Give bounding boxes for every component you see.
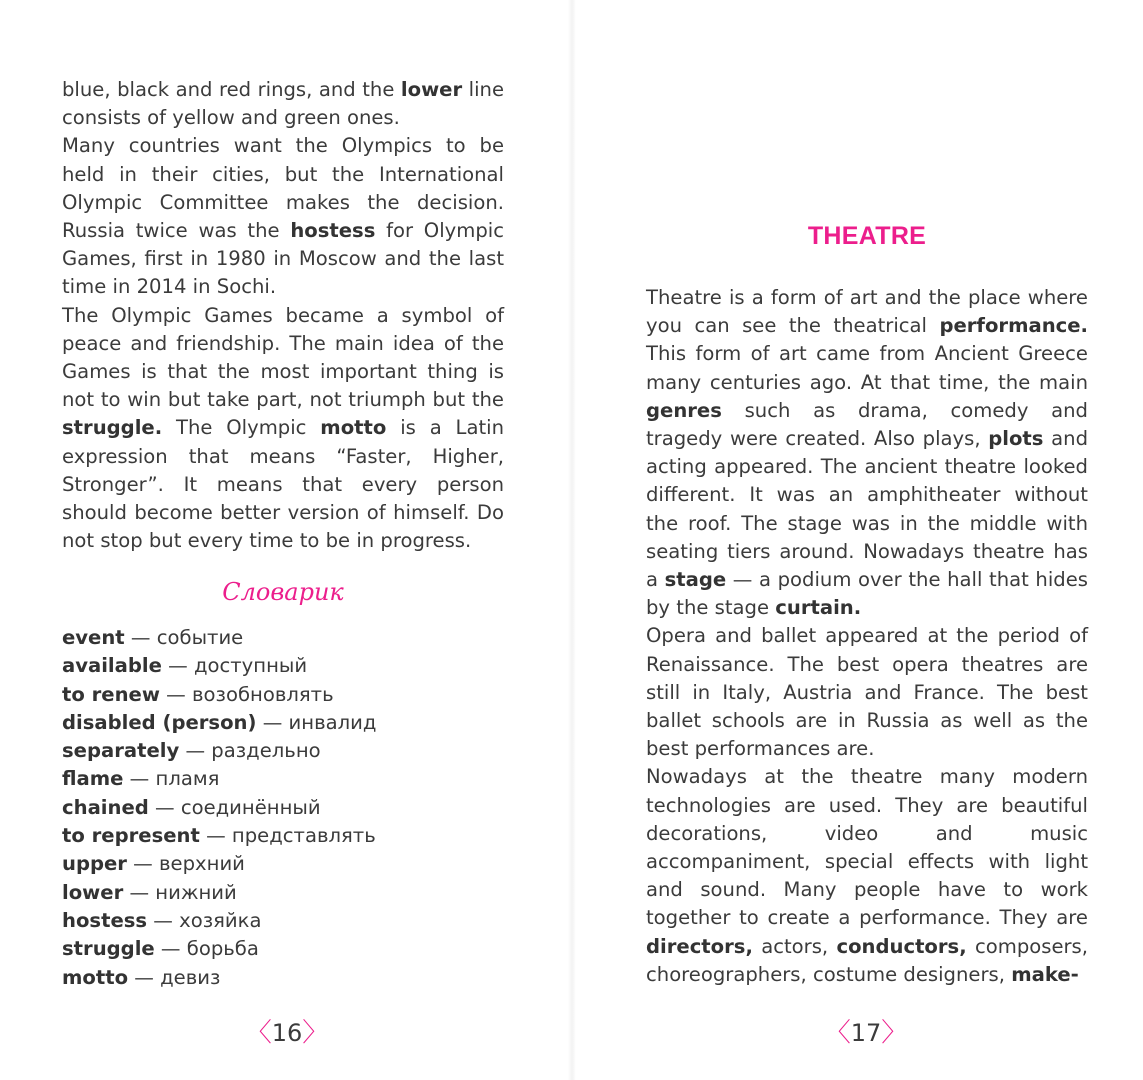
text-run: Nowadays at the theatre many modern technologies are used. They are beautiful decorations, video and music accompaniment, special effects with light and sound. Many people have to work together to create a performance. They are: [646, 765, 1088, 930]
vocabulary-translation: — инвалид: [256, 710, 377, 734]
bold-term: stage: [664, 568, 727, 592]
vocabulary-item: [62, 822, 504, 850]
vocabulary-translation: — событие: [124, 626, 244, 649]
section-title: THEATRE: [807, 222, 927, 250]
vocabulary-term: to renew: [62, 682, 160, 706]
text-run: The Olympic Games became a symbol of peace and friendship. The main idea of the Games is that the most important thing is not to win but take part, not triumph but the: [62, 303, 504, 412]
vocabulary-item: [62, 624, 504, 652]
vocabulary-translation: — хозяйка: [147, 908, 262, 932]
left_page-paragraph: [62, 132, 504, 301]
text-run: The Olympic: [162, 416, 321, 440]
text-run: line consists of yellow and green ones.: [62, 78, 505, 130]
page-number-open-bracket: 〈: [245, 1018, 272, 1048]
page-number-close-bracket: 〉: [302, 1018, 329, 1048]
right_page-paragraph: [646, 763, 1088, 989]
vocabulary-item: [62, 737, 504, 765]
text-run: composers, choreographers, costume designers,: [646, 934, 1088, 986]
vocabulary-translation: — доступный: [161, 654, 308, 678]
text-run: is a Latin expression that means “Faster, Higher, Stronger”. It means that every person should become better version of himself. Do not stop but every time to be in progress.: [62, 416, 504, 553]
text-run: actors,: [752, 934, 837, 958]
vocabulary-term: upper: [62, 852, 127, 876]
bold-term: motto: [320, 416, 387, 440]
vocabulary-translation: — борьба: [154, 937, 259, 961]
vocabulary-item: [62, 765, 504, 793]
text-run: for Olympic Games, first in 1980 in Moscow and the last time in 2014 in Sochi.: [62, 219, 504, 299]
vocabulary-term: chained: [62, 795, 149, 819]
vocabulary-title: Словарик: [222, 578, 344, 606]
vocabulary-term: flame: [62, 767, 124, 791]
text-run: Opera and ballet appeared at the period of Renaissance. The best opera theatres are still in Italy, Austria and France. The best ballet schools are in Russia as well as the best performances are.: [646, 624, 1088, 761]
left-page: [62, 0, 504, 1080]
left_page-paragraph: [62, 302, 504, 556]
vocabulary-list: [62, 624, 504, 992]
bold-term: conductors,: [836, 934, 967, 958]
bold-term: make-: [1011, 962, 1079, 986]
bold-term: struggle.: [62, 416, 163, 440]
text-run: such as drama, comedy and tragedy were created. Also plays,: [646, 398, 1088, 451]
vocabulary-translation: — нижний: [123, 880, 237, 904]
text-run: Theatre is a form of art and the place where you can see the theatrical: [646, 286, 1088, 338]
page-gutter: [568, 0, 576, 1080]
text-run: Many countries want the Olympics to be held in their cities, but the International Olympic Committee makes the decision. Russia twice was the: [62, 134, 504, 243]
vocabulary-term: to represent: [62, 824, 200, 848]
vocabulary-item: [62, 879, 504, 907]
vocabulary-term: separately: [62, 739, 180, 763]
vocabulary-item: [62, 964, 504, 992]
vocabulary-term: hostess: [62, 908, 148, 932]
vocabulary-translation: — верхний: [126, 852, 245, 876]
vocabulary-term: event: [62, 626, 125, 649]
vocabulary-term: struggle: [62, 937, 155, 961]
text-run: blue, black and red rings, and the: [62, 78, 401, 101]
vocabulary-translation: — пламя: [123, 767, 220, 791]
bold-term: hostess: [290, 219, 376, 243]
text-run: This form of art came from Ancient Greece many centuries ago. At that time, the main: [646, 342, 1088, 394]
vocabulary-term: available: [62, 654, 162, 678]
bold-term: genres: [646, 398, 722, 422]
text-run: — a podium over the hall that hides by the stage: [646, 568, 1088, 620]
right-page: [646, 0, 1088, 1080]
vocabulary-item: [62, 652, 504, 680]
vocabulary-item: [62, 850, 504, 878]
vocabulary-item: [62, 681, 504, 709]
vocabulary-item: [62, 794, 504, 822]
page-number-open-bracket: 〈: [824, 1018, 851, 1048]
bold-term: directors,: [646, 934, 753, 958]
page-number-right: [801, 1012, 931, 1049]
bold-term: performance.: [939, 314, 1088, 338]
vocabulary-translation: — соединённый: [148, 795, 321, 819]
vocabulary-translation: — раздельно: [179, 739, 321, 763]
vocabulary-translation: — возобновлять: [159, 682, 334, 706]
vocabulary-translation: — девиз: [128, 965, 221, 989]
text-run: and acting appeared. The ancient theatre looked different. It was an amphitheater without the roof. The stage was in the middle with seating tiers around. Nowadays theatre has a: [646, 427, 1089, 592]
page-number-left: [222, 1012, 352, 1049]
bold-term: curtain.: [775, 596, 862, 620]
vocabulary-term: disabled (person): [62, 710, 257, 734]
bold-term: lower: [400, 78, 463, 101]
left-body-text: [62, 76, 504, 555]
vocabulary-item: [62, 907, 504, 935]
left_page-paragraph: [62, 76, 504, 132]
page-number-close-bracket: 〉: [881, 1018, 908, 1048]
page-number-value: 16: [271, 1019, 303, 1047]
right_page-paragraph: [646, 284, 1088, 622]
vocabulary-translation: — представлять: [199, 824, 376, 848]
page-number-value: 17: [850, 1019, 882, 1047]
vocabulary-term: lower: [62, 880, 124, 904]
vocabulary-term: motto: [62, 965, 129, 989]
vocabulary-item: [62, 935, 504, 963]
right-body-text: [646, 284, 1088, 989]
vocabulary-item: [62, 709, 504, 737]
bold-term: plots: [988, 427, 1044, 451]
right_page-paragraph: [646, 622, 1088, 763]
